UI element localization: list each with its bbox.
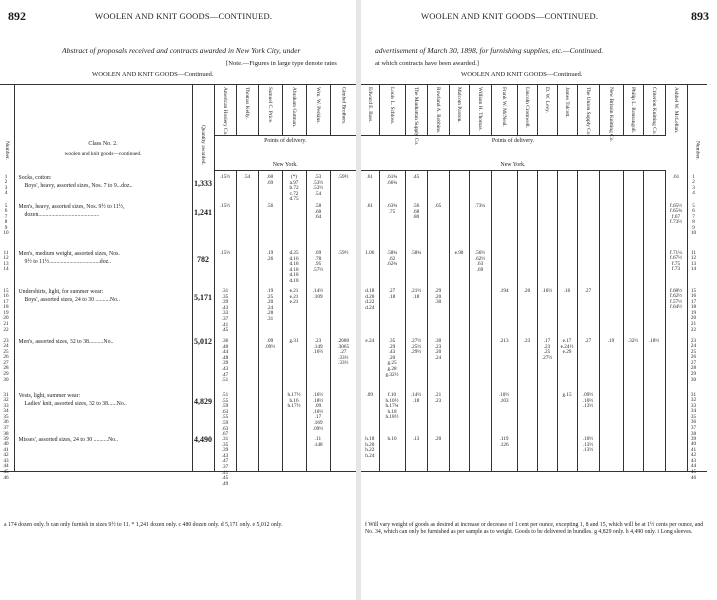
col-0 xyxy=(214,171,236,487)
bid-value: .17 .23 .25 .27½ xyxy=(541,338,553,361)
row-numbers-group: 23 24 25 26 27 28 29 30 xyxy=(3,337,9,383)
bid-value: .30 .23 .20 .24 xyxy=(434,338,442,361)
row-numbers-group: 11 12 13 14 xyxy=(3,249,9,273)
col-1 xyxy=(236,171,258,472)
bid-value: e.17 e.24½ e.29 xyxy=(560,338,574,356)
left-page xyxy=(0,0,356,600)
col-7 xyxy=(517,171,537,472)
quantity-value: 4,829 xyxy=(194,396,212,406)
bidder-0: American Hosiery Co. xyxy=(214,85,236,136)
bid-value: h.17½ h.16 h.17½ xyxy=(287,392,301,410)
right-page xyxy=(361,0,717,600)
bidder-13: Criterion Knitting Co. xyxy=(643,85,665,136)
col-4 xyxy=(449,171,469,472)
bid-value: .73¼ xyxy=(474,203,486,209)
quantities xyxy=(192,171,214,472)
bid-value: f.71¼ f.67½ f.75 f.73 xyxy=(669,249,683,273)
bidder-14: Ashbel W. McLellan. xyxy=(665,85,687,136)
number-header: Number. xyxy=(0,85,14,171)
item-descriptions xyxy=(14,171,192,472)
class-header: Class No. 2. woolen and knit goods—continued. xyxy=(14,85,192,171)
bidder-11: New Britain Knitting Co. xyxy=(599,85,623,136)
bid-value: .69 .78 .95 .57½ xyxy=(312,250,324,273)
bid-value: .51 .55 .59 .63 .55 .59 .63 .67 xyxy=(221,392,229,438)
bidder-6: Frank W. McNeal. xyxy=(491,85,517,136)
item-label: Undershirts, light, for summer wear: xyxy=(18,288,104,295)
bid-value: .09½ .10½ .13½ xyxy=(582,392,594,410)
bid-value: .23 xyxy=(523,338,531,344)
col-9 xyxy=(557,171,577,472)
quantity-value: 4,490 xyxy=(194,434,212,444)
bid-value: .54 xyxy=(243,174,251,180)
bid-value: .27 xyxy=(584,288,592,294)
item-sublabel: Boys', assorted sizes, 24 to 30 ..........No.. xyxy=(24,296,120,303)
bid-value: .15½ xyxy=(219,174,231,180)
col-6 xyxy=(491,171,517,472)
row-numbers-group: 1 2 3 4 xyxy=(692,173,695,197)
note: at which contracts have been awarded.] xyxy=(375,60,479,67)
bid-value: .31 .35 .39 .43 .33 .37 .41 .45 xyxy=(221,288,229,334)
bid-value: .32½ xyxy=(627,338,639,344)
col-14 xyxy=(665,171,687,472)
footnote: f Will vary weight of goods as desired at increase or decrease of 1 cent per ounce, excepting 1, 8 and 15, which will be at 1½ cents per ounce, and No. 34, which can only be furnished as per sample as to weight. Goods to be delivered in bundles. g 4,829 only. h 4,490 only. i Long sleeves. xyxy=(365,522,704,536)
bid-value: 1.06 xyxy=(365,250,375,256)
item-sublabel: Boys', heavy, assorted sizes, Nos. 7 to 9...doz.. xyxy=(24,182,133,189)
points-of-delivery: Points of delivery. New York. xyxy=(361,136,665,171)
bid-value: .14½ .109 xyxy=(312,288,324,300)
bidder-8: D. W. Levy. xyxy=(537,85,557,136)
row-numbers-group: 11 12 13 14 xyxy=(690,249,697,273)
points-of-delivery: Points of delivery. New York. xyxy=(214,136,356,171)
row-numbers-group: 1 2 3 4 xyxy=(4,173,8,197)
col-13 xyxy=(643,171,665,472)
item-label: Men's, heavy, assorted sizes, Nos. 9½ to 11½, xyxy=(18,203,125,210)
subtitle: advertisement of March 30, 1898, for furnishing supplies, etc.—Continued. xyxy=(375,46,604,55)
bid-value: .61 xyxy=(366,203,373,209)
bid-value: e.24 xyxy=(365,338,375,344)
col-5 xyxy=(469,171,491,472)
col-5 xyxy=(330,171,356,472)
bid-value: .61 xyxy=(672,173,680,180)
bidder-9: James Talcott. xyxy=(557,85,577,136)
bid-value: .27½ .25½ .29½ xyxy=(410,338,422,356)
bid-value: .60 .69 xyxy=(266,174,274,186)
right-table xyxy=(361,84,707,481)
bid-value: f.65½ f.65¾ f.67 f.73½ xyxy=(669,202,683,226)
bidder-3: Rowland A. Robbins. xyxy=(427,85,449,136)
row-numbers-group: 39 40 41 42 43 44 45 46 xyxy=(3,435,9,481)
bid-value: .35 .29 .43 .20 g.25 g.28 g.32½ xyxy=(385,338,399,378)
row-numbers-group: 5 6 7 8 9 10 xyxy=(3,202,9,237)
row-numbers-group: 23 24 25 26 27 28 29 30 xyxy=(690,337,697,383)
item-label: Men's, assorted sizes, 32 to 38..........No.. xyxy=(18,338,114,345)
bid-value: .53 .53½ .53½ .54 xyxy=(312,174,324,197)
bid-value: d.18 d.20 d.22 d.24 xyxy=(365,288,375,311)
bid-value: .56 .68 .80 xyxy=(412,203,420,221)
bid-value: .27 xyxy=(584,338,592,344)
bid-value: .58 .60 .64 xyxy=(314,203,322,221)
bidder-12: Philip L. Ronsangoli. xyxy=(623,85,643,136)
bid-value: .59½ xyxy=(338,250,349,256)
item-label: Misses', assorted sizes, 24 to 30 ..........No.. xyxy=(18,436,119,443)
running-head: WOOLEN AND KNIT GOODS—CONTINUED. xyxy=(95,11,273,21)
quantity-value: 1,333 xyxy=(194,178,212,188)
bid-value: .31 .35 .39 .43 .47 .37 .41 .45 .49 xyxy=(221,436,229,487)
bid-value: .18½ xyxy=(648,338,660,344)
bid-value: f.10 h.10½ h.17¾ h.18 h.18½ xyxy=(385,392,399,421)
quantity-value: 782 xyxy=(197,254,209,264)
bid-value: e.90 xyxy=(454,250,464,256)
col-2 xyxy=(258,171,282,472)
bid-value: h.10 xyxy=(387,436,397,442)
section-heading: WOOLEN AND KNIT GOODS—Continued. xyxy=(92,71,214,78)
subtitle: Abstract of proposals received and contracts awarded in New York City, under xyxy=(62,46,301,55)
bidder-4: Malcom Paxton. xyxy=(449,85,469,136)
bid-value: .13 xyxy=(412,436,420,442)
row-numbers-group: 15 16 17 18 19 20 21 22 xyxy=(3,287,9,333)
bidder-5: William H. Thomas. xyxy=(469,85,491,136)
bid-value: .10½ .13½ .13½ xyxy=(582,436,594,454)
bid-value: .61 xyxy=(366,174,373,180)
bid-value: .16½ .18½ .09 .10½ .17 .169 .09½ xyxy=(312,392,324,432)
bid-value: .29 .20 .30 xyxy=(434,288,442,306)
item-sublabel: dozen.......................................... xyxy=(24,211,100,218)
row-numbers-group: 39 40 41 42 43 44 45 46 xyxy=(690,435,697,481)
item-sublabel: 9½ to 11½...................................doz.. xyxy=(24,258,112,265)
bidder-10: The Union Supply Co. xyxy=(577,85,599,136)
col-8 xyxy=(537,171,557,472)
bid-value: g.15 xyxy=(562,392,572,398)
bidder-5: Gimbel Brothers. xyxy=(330,85,356,136)
page-number: 893 xyxy=(691,9,709,23)
bid-value: .2680 .3065 .27 .33½ .33½ xyxy=(337,338,350,367)
bid-value: .65 xyxy=(434,203,442,209)
bid-value: .61¾ .66¾ xyxy=(386,174,398,186)
bid-value: .15½ xyxy=(219,203,231,209)
col-10 xyxy=(577,171,599,472)
bid-value: .59½ xyxy=(338,174,349,180)
bid-value: d.25 d.16 d.18 d.18 d.18 d.18 xyxy=(289,250,299,284)
col-1 xyxy=(379,171,405,472)
bid-value: .09 .09½ xyxy=(264,338,276,350)
row-numbers-group: 15 16 17 18 19 20 21 22 xyxy=(690,287,697,333)
bid-value: .11 .148 xyxy=(313,436,323,448)
col-3 xyxy=(282,171,306,472)
section-heading: WOOLEN AND KNIT GOODS—Continued. xyxy=(461,71,583,78)
bid-value: .36 .40 .44 .48 .39 .43 .47 .51 xyxy=(221,338,229,384)
bid-value: .56½ .62½ .63 .69 xyxy=(474,250,486,273)
bidder-4: Wm. W. Perkins. xyxy=(306,85,330,136)
row-numbers xyxy=(0,171,14,481)
bid-value: .23 .149 .16½ xyxy=(312,338,324,356)
col-12 xyxy=(623,171,643,472)
col-0 xyxy=(361,171,379,472)
item-label: Socks, cotton: xyxy=(18,174,52,181)
number-header: Number. xyxy=(687,85,707,171)
bidder-2: The Manhattan Supply Co. xyxy=(405,85,427,136)
running-head: WOOLEN AND KNIT GOODS—CONTINUED. xyxy=(421,11,599,21)
col-3 xyxy=(427,171,449,472)
item-label: Vests, light, summer wear: xyxy=(18,392,81,399)
bid-value: .19 .25 .20 .24 .28 .31 xyxy=(266,288,274,322)
bid-value: .194 xyxy=(499,288,509,294)
bid-value: .58¾ xyxy=(410,250,422,256)
bid-value: h.18 h.20 h.22 h.24 xyxy=(365,436,375,459)
bid-value: .16 xyxy=(563,288,571,294)
bid-value: .213 xyxy=(499,338,509,344)
bid-value: .119 .126 xyxy=(499,436,509,448)
bid-value: f.68½ f.62½ f.57½ f.64½ xyxy=(669,287,683,311)
bidder-1: Thomas Kelly. xyxy=(236,85,258,136)
row-numbers-group: 31 32 33 34 35 36 37 38 xyxy=(3,391,9,437)
bidder-3: Abraham Gutman. xyxy=(282,85,306,136)
bid-value: .15½ xyxy=(219,250,231,256)
col-2 xyxy=(405,171,427,472)
footnote: a 174 dozen only. b can only furnish in sizes 9½ to 11. * 1,241 dozen only. c 480 dozen only. d 5,171 only. e 5,012 only. xyxy=(4,522,283,528)
bidder-2: Samuel C. Price. xyxy=(258,85,282,136)
bidder-1: Louis L. Schloss. xyxy=(379,85,405,136)
bid-value: g.31 xyxy=(289,338,299,344)
quantity-value: 5,012 xyxy=(194,336,212,346)
bid-value: .58¾ .62 .62¾ xyxy=(386,250,398,268)
bid-value: .45 xyxy=(412,174,420,180)
bid-value: .21 .23 xyxy=(434,392,442,404)
bid-value: .16½ xyxy=(541,288,553,294)
bid-value: .21½ .18 xyxy=(410,288,422,300)
bid-value: .19 xyxy=(607,338,615,344)
bid-value: .63¾ .75 xyxy=(386,203,398,215)
note: [Note.—Figures in large type denote rates xyxy=(226,60,337,67)
bid-value: .20 xyxy=(523,288,531,294)
bid-value: (*) a.97 b.72 c.72 d.75 xyxy=(289,174,299,203)
row-numbers-group: 31 32 33 34 35 36 37 38 xyxy=(690,391,697,437)
item-sublabel: Ladies' knit, assorted sizes, 32 to 38......No.. xyxy=(24,400,127,407)
bid-value: .19 .26 xyxy=(266,250,274,262)
item-label: Men's, medium weight, assorted sizes, Nos. xyxy=(18,250,120,257)
quantity-value: 5,171 xyxy=(194,292,212,302)
bid-value: .14½ .18 xyxy=(410,392,422,404)
quantity-header: Quantity awarded. xyxy=(192,85,214,171)
bid-value: .56 xyxy=(266,203,274,209)
quantity-value: 1,241 xyxy=(194,207,212,217)
page-number: 892 xyxy=(8,9,26,23)
bidder-7: Lincoln Cromwell. xyxy=(517,85,537,136)
col-4 xyxy=(306,171,330,472)
bidder-0: Edward E. Bass. xyxy=(361,85,379,136)
row-numbers-group: 5 6 7 8 9 10 xyxy=(690,202,697,237)
bid-value: .09 xyxy=(366,392,373,398)
left-table xyxy=(0,84,356,487)
row-numbers xyxy=(687,171,707,481)
bid-value: e.21 e.21 e.21 xyxy=(289,288,299,306)
bid-value: .10½ .103 xyxy=(498,392,510,404)
bid-value: .20 xyxy=(434,436,442,442)
col-11 xyxy=(599,171,623,472)
bid-value: .27 .18 xyxy=(388,288,396,300)
